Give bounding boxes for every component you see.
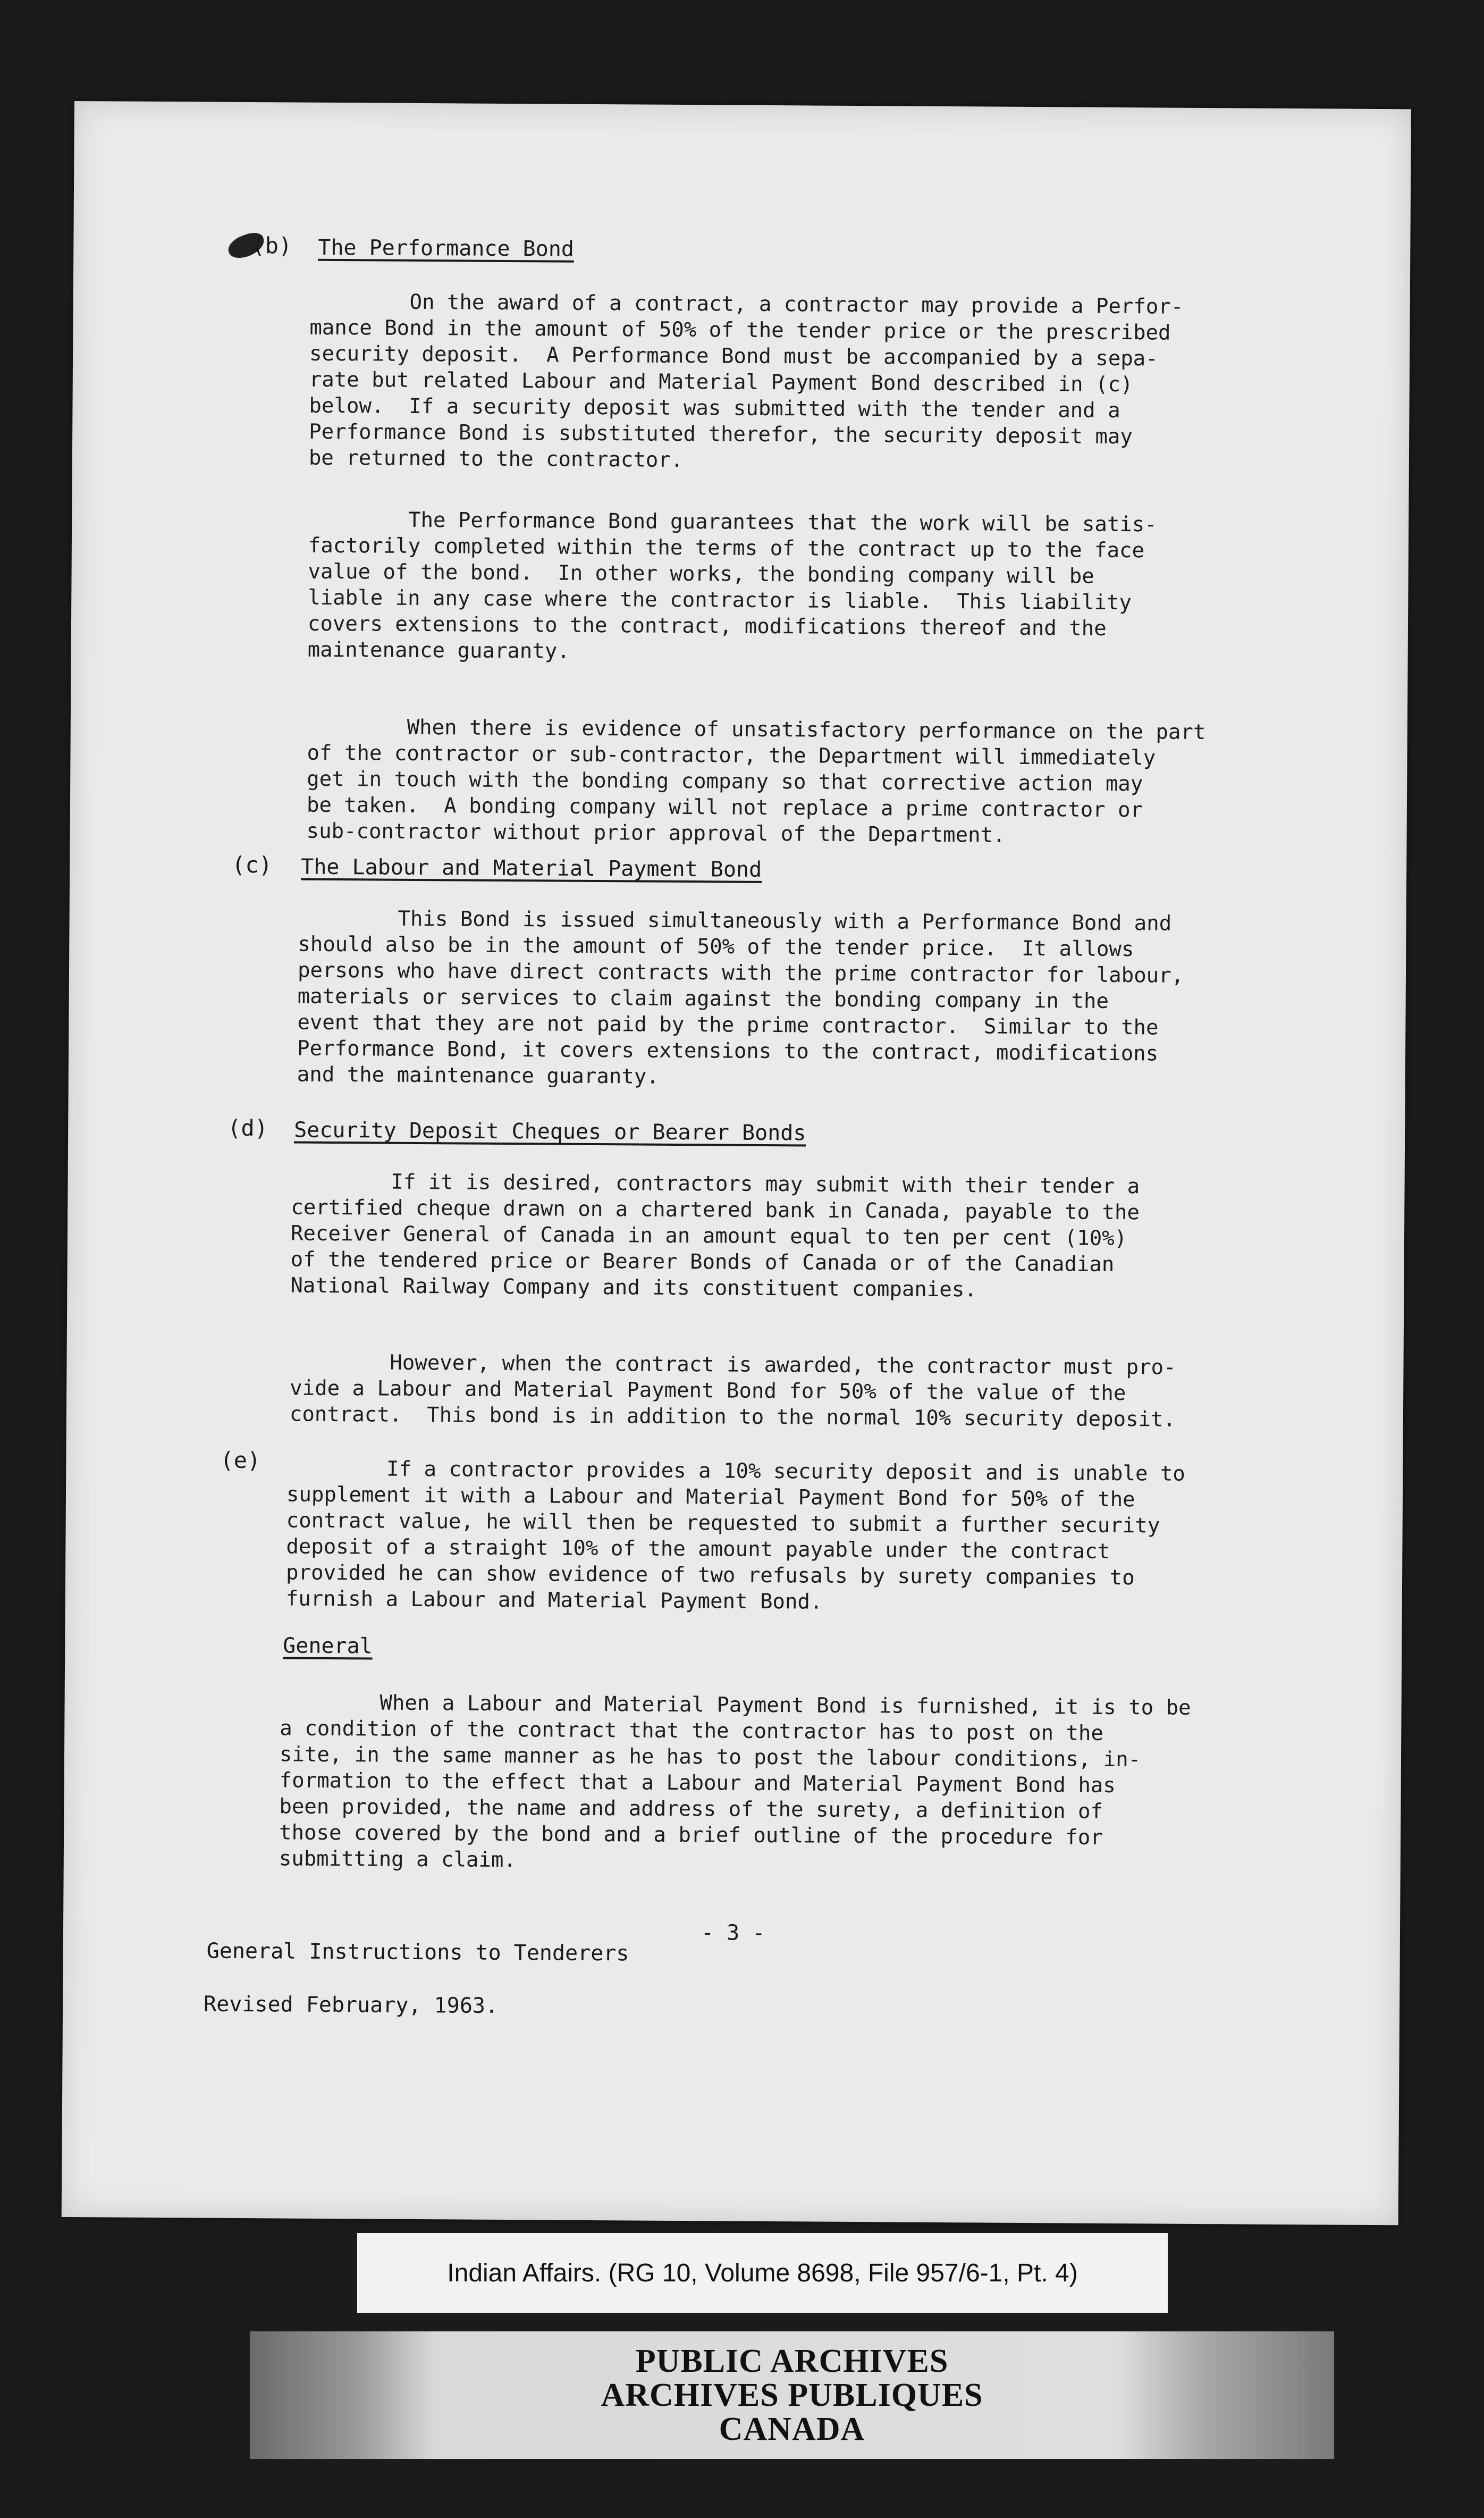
page-number: - 3 - — [701, 1920, 765, 1946]
section-c-heading: The Labour and Material Payment Bond — [301, 854, 762, 882]
section-b-marker: (b) — [251, 232, 292, 259]
section-b-paragraph-1: On the award of a contract, a contractor may provide a Perfor- mance Bond in the amount of 50% of the tender price or the prescribed security deposit. A Performance Bond must be accompanied by a sepa- rate but related Labour and Material Payment Bond described in (c) below. If a security deposit was submitted with the tender and a Performance Bond is substituted therefor, the security deposit may be returned to the contractor. — [308, 289, 1184, 473]
document-page — [62, 101, 1411, 2225]
archive-stamp-line-2: ARCHIVES PUBLIQUES — [601, 2377, 983, 2413]
archive-reference-label — [357, 2233, 1168, 2313]
section-b-paragraph-2: The Performance Bond guarantees that the work will be satis- factorily completed within the terms of the contract up to the face value of the bond. In other works, the bonding company will be liable in any case where the contractor is liable. This liability covers extensions to the contract, modifications thereof and the maintenance guaranty. — [307, 507, 1157, 664]
section-e-paragraph-1: If a contractor provides a 10% security deposit and is unable to supplement it with a Labour and Material Payment Bond for 50% of the contract value, he will then be requested to submit a further security deposit of a straight 10% of the amount payable under the contract provided he can show evidence of two refusals by surety companies to furnish a Labour and Material Payment Bond. — [285, 1456, 1185, 1614]
revision-date: Revised February, 1963. — [203, 1992, 499, 2018]
section-c-marker: (c) — [232, 851, 273, 878]
general-heading: General — [283, 1633, 373, 1659]
section-d-paragraph-2: However, when the contract is awarded, the contractor must pro- vide a Labour and Material Payment Bond for 50% of the value of the contract. This bond is in addition to the normal 10% security deposit. — [289, 1350, 1176, 1432]
section-d-heading: Security Deposit Cheques or Bearer Bonds — [294, 1118, 806, 1146]
section-b-heading: The Performance Bond — [318, 235, 575, 262]
document-title: General Instructions to Tenderers — [206, 1938, 629, 1966]
general-paragraph-1: When a Labour and Material Payment Bond is furnished, it is to be a condition of the contract that the contractor has to post on the site, in the same manner as he has to post the labour conditions, in- formation to the effect that a Labour and Material Payment Bond has been provided, the name and address of the surety, a definition of those covered by the bond and a brief outline of the procedure for submitting a claim. — [279, 1690, 1191, 1873]
archive-reference-text: Indian Affairs. (RG 10, Volume 8698, File 957/6-1, Pt. 4) — [447, 2259, 1078, 2287]
section-c-paragraph-1: This Bond is issued simultaneously with a Performance Bond and should also be in the amount of 50% of the tender price. It allows persons who have direct contracts with the prime contractor for labour, materials or services to claim against the bonding company in the event that they are not paid by the prime contractor. Similar to the Performance Bond, it covers extensions to the contract, modifications and the maintenance guaranty. — [297, 906, 1184, 1089]
archive-stamp — [250, 2331, 1334, 2459]
section-b-paragraph-3: When there is evidence of unsatisfactory performance on the part of the contractor or sub-contractor, the Department will immediately get in touch with the bonding company so that corrective action may be taken. A bonding company will not replace a prime contractor or sub-contractor without prior approval of the Department. — [306, 715, 1206, 847]
section-e-marker: (e) — [220, 1447, 261, 1474]
archive-stamp-line-1: PUBLIC ARCHIVES — [635, 2343, 949, 2379]
archive-stamp-line-3: CANADA — [719, 2411, 865, 2447]
section-d-paragraph-1: If it is desired, contractors may submit with their tender a certified cheque drawn on a chartered bank in Canada, payable to the Receiver General of Canada in an amount equal to ten per cent (10%) of the tendered price or Bearer Bonds of Canada or of the Canadian National Railway Company and its constituent companies. — [290, 1169, 1140, 1302]
section-d-marker: (d) — [227, 1114, 268, 1142]
